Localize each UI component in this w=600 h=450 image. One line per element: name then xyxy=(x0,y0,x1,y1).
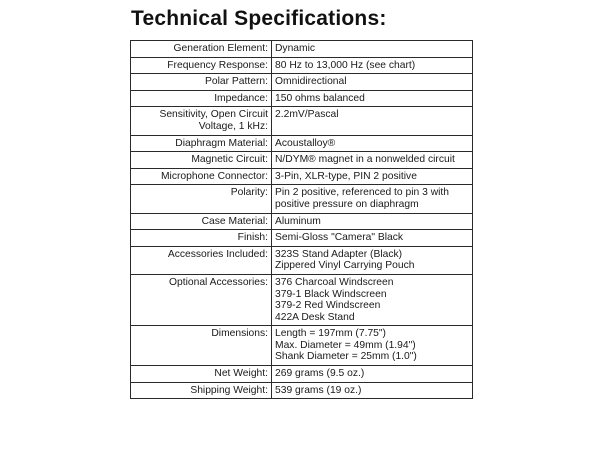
spec-row xyxy=(131,135,473,152)
spec-label: Case Material: xyxy=(131,213,272,230)
spec-value-line: Shank Diameter = 25mm (1.0") xyxy=(275,351,417,363)
spec-label: Polar Pattern: xyxy=(131,74,272,91)
spec-value xyxy=(272,90,473,107)
specifications-table xyxy=(130,40,473,399)
spec-value-line: 376 Charcoal Windscreen xyxy=(275,276,394,288)
spec-row xyxy=(131,213,473,230)
specifications-table-body xyxy=(131,41,473,399)
spec-value xyxy=(272,230,473,247)
spec-value xyxy=(272,274,473,325)
spec-value xyxy=(272,185,473,213)
spec-label: Finish: xyxy=(131,230,272,247)
spec-value xyxy=(272,382,473,399)
spec-label: Accessories Included: xyxy=(131,246,272,274)
spec-value-line: 379-1 Black Windscreen xyxy=(275,288,387,300)
spec-label: Frequency Response: xyxy=(131,57,272,74)
spec-value xyxy=(272,74,473,91)
page-title: Technical Specifications: xyxy=(131,7,387,30)
spec-value xyxy=(272,152,473,169)
spec-row xyxy=(131,366,473,383)
spec-value xyxy=(272,326,473,366)
spec-row xyxy=(131,326,473,366)
spec-value xyxy=(272,107,473,135)
spec-value-line: Dynamic xyxy=(275,43,316,54)
spec-value-line: 150 ohms balanced xyxy=(275,92,365,104)
spec-row xyxy=(131,57,473,74)
spec-label: Shipping Weight: xyxy=(131,382,272,399)
spec-value-line: Length = 197mm (7.75") xyxy=(275,328,386,340)
spec-value-line: Max. Diameter = 49mm (1.94") xyxy=(275,339,416,351)
spec-row xyxy=(131,230,473,247)
spec-label: Net Weight: xyxy=(131,366,272,383)
spec-label: Diaphragm Material: xyxy=(131,135,272,152)
spec-label: Polarity: xyxy=(131,185,272,213)
spec-value-line: 422A Desk Stand xyxy=(275,311,355,323)
spec-value-line: Omnidirectional xyxy=(275,76,347,88)
spec-row xyxy=(131,185,473,213)
spec-label: Optional Accessories: xyxy=(131,274,272,325)
spec-row xyxy=(131,274,473,325)
spec-label: Generation Element: xyxy=(131,41,272,58)
spec-label: Impedance: xyxy=(131,90,272,107)
spec-row xyxy=(131,41,473,58)
spec-value-line: 323S Stand Adapter (Black) xyxy=(275,248,403,260)
spec-value xyxy=(272,168,473,185)
spec-value xyxy=(272,41,473,58)
spec-value xyxy=(272,135,473,152)
spec-row xyxy=(131,152,473,169)
spec-value-line: Pin 2 positive, referenced to pin 3 with positive pressure on diaphragm xyxy=(275,187,450,210)
spec-row xyxy=(131,74,473,91)
spec-value-line: 3-Pin, XLR-type, PIN 2 positive xyxy=(275,170,417,182)
spec-value-line: 539 grams (19 oz.) xyxy=(275,384,362,396)
spec-value-line: 379-2 Red Windscreen xyxy=(275,300,381,312)
spec-label: Dimensions: xyxy=(131,326,272,366)
spec-value-line: Aluminum xyxy=(275,215,321,227)
spec-value xyxy=(272,57,473,74)
spec-value-line: Zippered Vinyl Carrying Pouch xyxy=(275,260,415,272)
spec-value-line: Semi-Gloss "Camera" Black xyxy=(275,232,404,244)
spec-value-line: Acoustalloy® xyxy=(275,137,336,149)
spec-value xyxy=(272,213,473,230)
spec-value-line: N/DYM® magnet in a nonwelded circuit xyxy=(275,154,455,166)
spec-row xyxy=(131,90,473,107)
spec-row xyxy=(131,382,473,399)
spec-label: Microphone Connector: xyxy=(131,168,272,185)
spec-value xyxy=(272,246,473,274)
spec-value xyxy=(272,366,473,383)
spec-row xyxy=(131,246,473,274)
spec-label: Magnetic Circuit: xyxy=(131,152,272,169)
spec-row xyxy=(131,168,473,185)
spec-value-line: 2.2mV/Pascal xyxy=(275,109,339,121)
spec-value-line: 269 grams (9.5 oz.) xyxy=(275,368,365,380)
spec-value-line: 80 Hz to 13,000 Hz (see chart) xyxy=(275,59,416,71)
spec-row xyxy=(131,107,473,135)
spec-label: Sensitivity, Open Circuit Voltage, 1 kHz: xyxy=(131,107,272,135)
